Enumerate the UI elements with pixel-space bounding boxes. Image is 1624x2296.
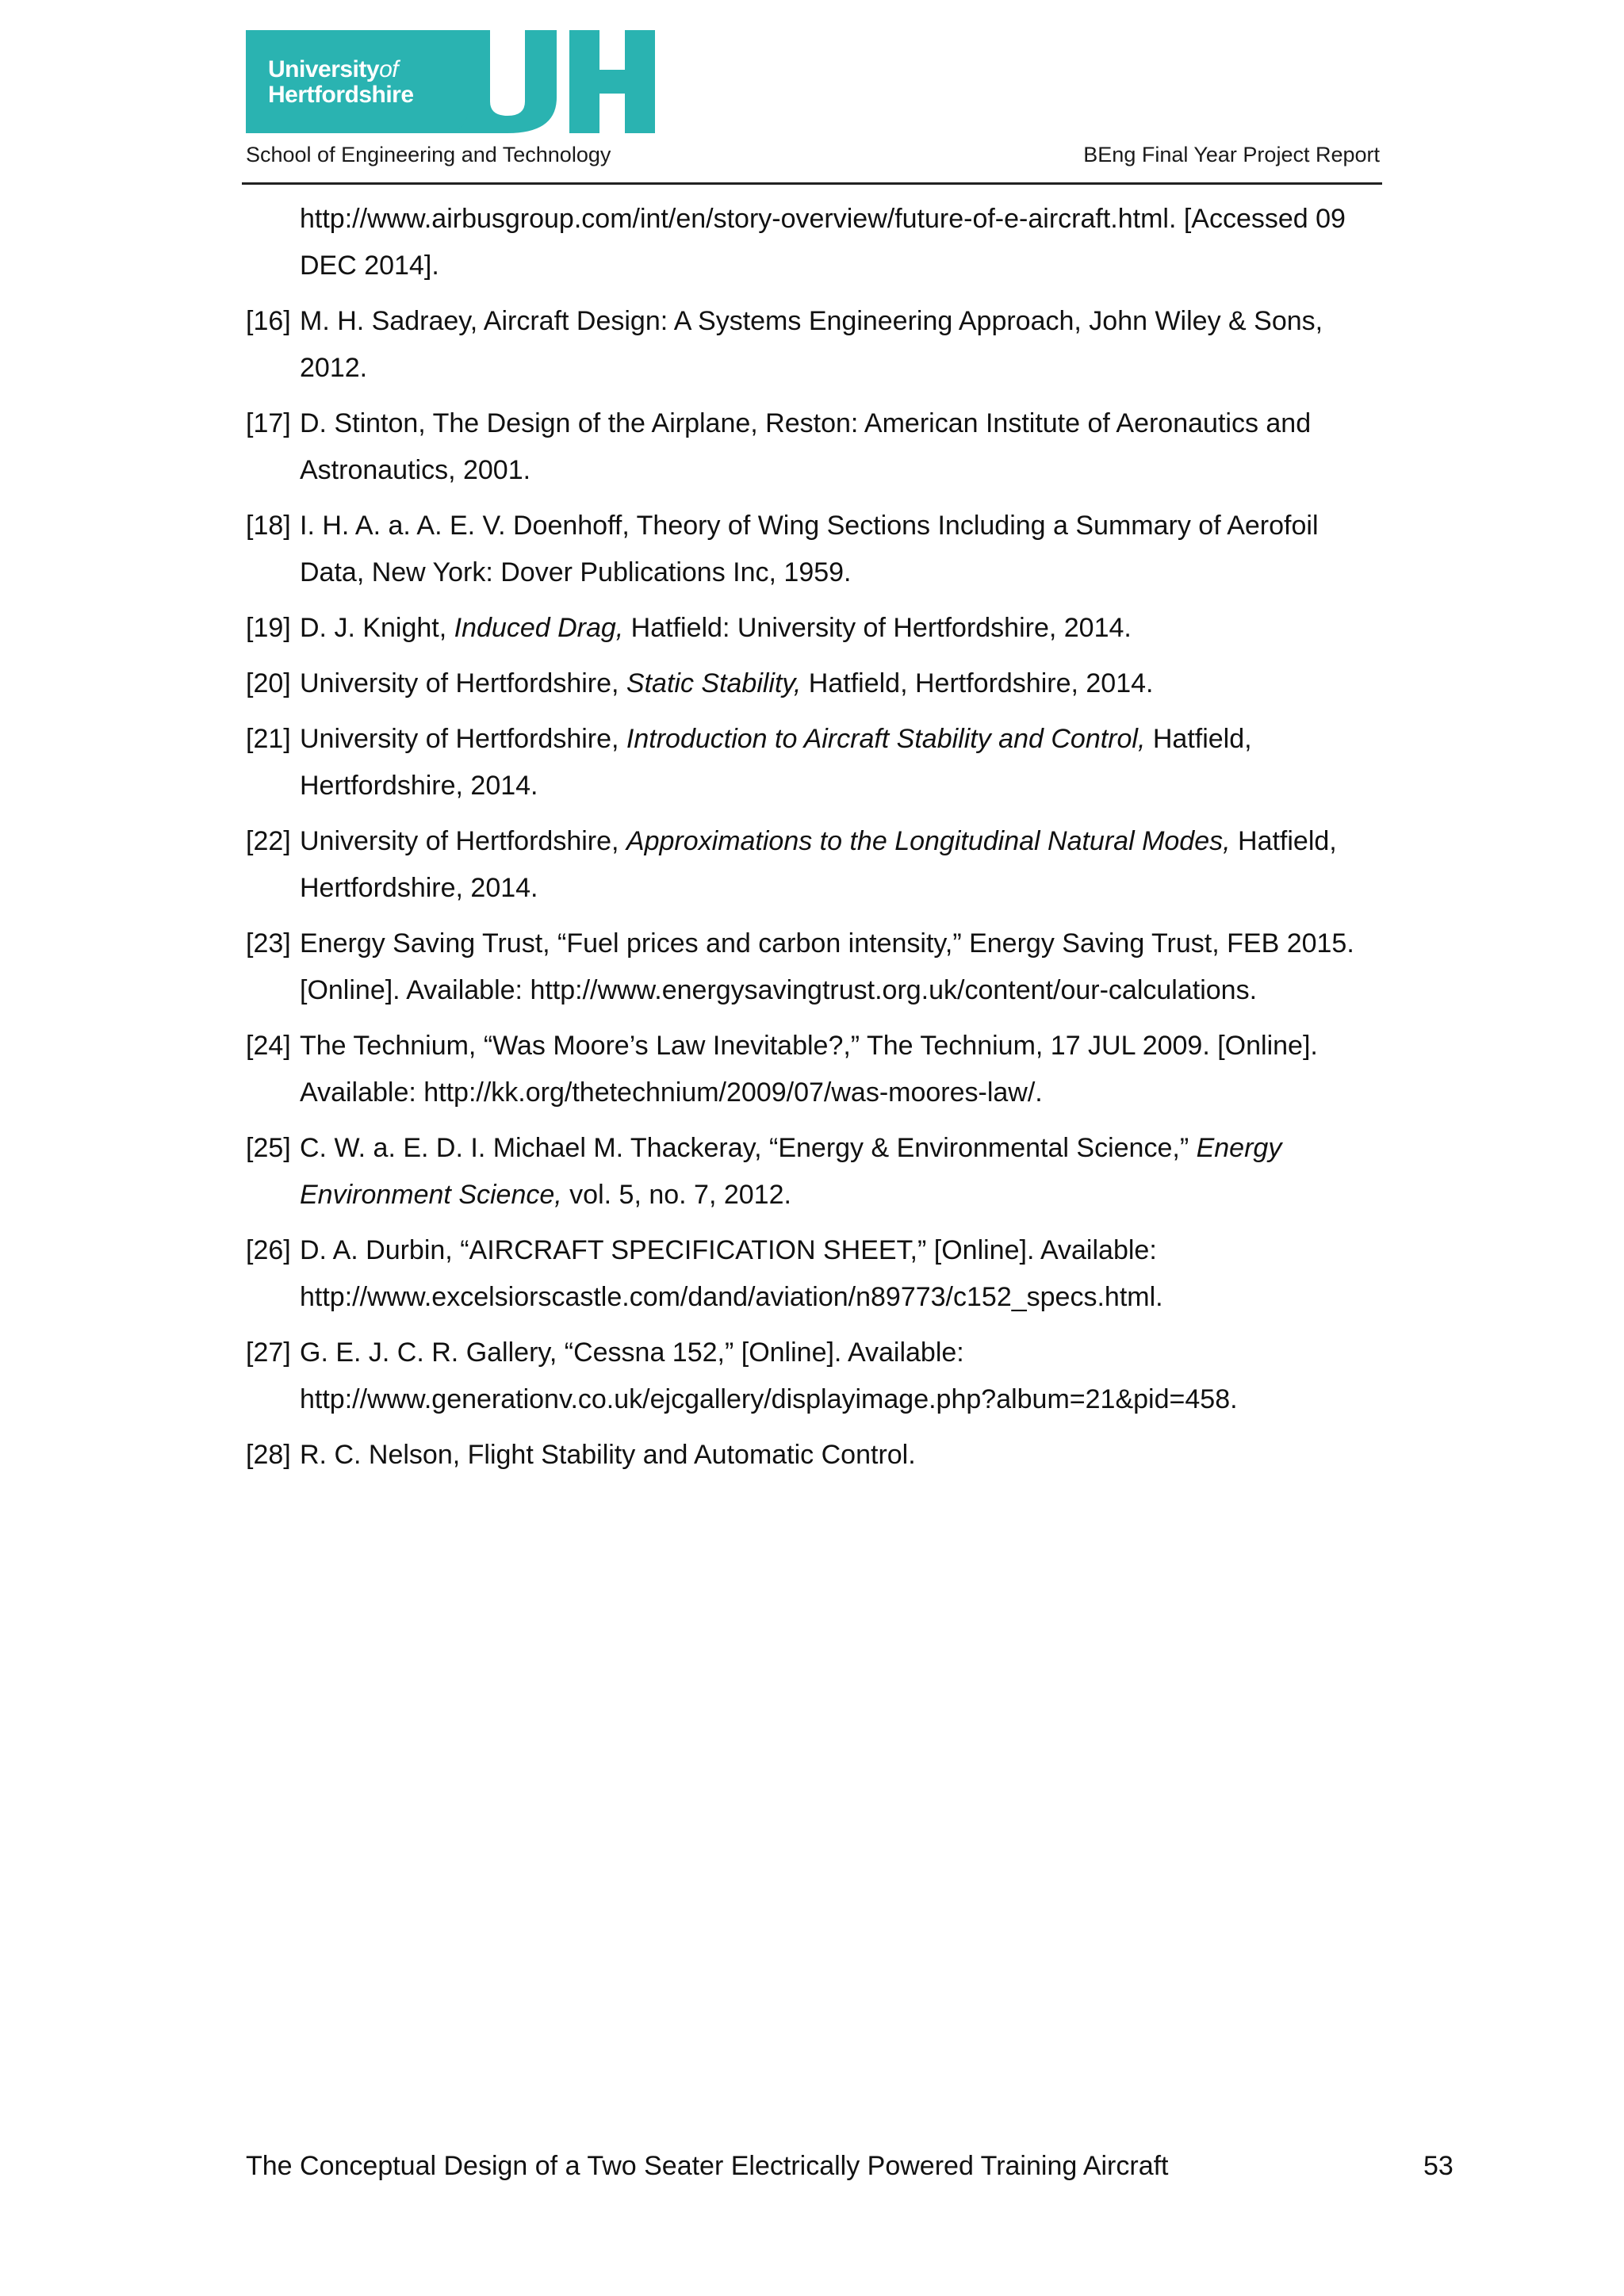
reference-text-part: University of Hertfordshire,	[300, 724, 626, 754]
reference-entry	[246, 660, 1388, 707]
reference-entry	[246, 605, 1388, 652]
reference-entry	[246, 1330, 1388, 1423]
reference-text-part: Hatfield: University of Hertfordshire, 2014.	[623, 613, 1132, 643]
reference-number: [25]	[246, 1133, 291, 1163]
reference-title-italic: Energy Environment Science,	[300, 1133, 1282, 1210]
reference-text-part: University of Hertfordshire,	[300, 826, 626, 856]
reference-number: [18]	[246, 511, 291, 541]
reference-text	[300, 1031, 1318, 1108]
reference-entry	[246, 298, 1388, 392]
logo-line1-prefix: University	[268, 56, 380, 82]
logo-line1-suffix: of	[379, 56, 399, 82]
reference-number: [23]	[246, 928, 291, 959]
reference-number: [16]	[246, 306, 291, 336]
reference-number: [20]	[246, 668, 291, 698]
reference-text	[300, 408, 1311, 485]
reference-text-part: D. J. Knight,	[300, 613, 454, 643]
university-logo	[246, 30, 658, 133]
header-report-type: BEng Final Year Project Report	[1083, 143, 1380, 166]
reference-text-part: Hatfield, Hertfordshire, 2014.	[300, 826, 1337, 903]
reference-text	[300, 1337, 1238, 1414]
reference-text	[300, 204, 1346, 281]
uh-monogram	[246, 30, 658, 133]
reference-text-part: vol. 5, no. 7, 2012.	[561, 1180, 791, 1210]
reference-title-italic: Introduction to Aircraft Stability and Control,	[626, 724, 1146, 754]
reference-text-part: R. C. Nelson, Flight Stability and Automatic Control.	[300, 1440, 916, 1470]
reference-text-part: Hatfield, Hertfordshire, 2014.	[300, 724, 1252, 801]
reference-text-part: I. H. A. a. A. E. V. Doenhoff, Theory of Wing Sections Including a Summary of Aerofoil Data, New York: Dover Publications Inc, 1959.	[300, 511, 1319, 587]
reference-text-part: University of Hertfordshire,	[300, 668, 626, 698]
reference-number: [17]	[246, 408, 291, 438]
reference-entry	[246, 818, 1388, 912]
reference-number: [19]	[246, 613, 291, 643]
reference-entry	[246, 1125, 1388, 1219]
reference-entry	[246, 1432, 1388, 1479]
reference-entry	[246, 503, 1388, 596]
reference-text-part: M. H. Sadraey, Aircraft Design: A Systems Engineering Approach, John Wiley & Sons, 2012.	[300, 306, 1323, 383]
reference-text	[300, 613, 1132, 643]
reference-number: [24]	[246, 1031, 291, 1061]
reference-text	[300, 1133, 1281, 1210]
reference-entry	[246, 1023, 1388, 1116]
reference-text	[300, 826, 1337, 903]
reference-entry	[246, 400, 1388, 494]
reference-title-italic: Static Stability,	[626, 668, 802, 698]
reference-title-italic: Induced Drag,	[454, 613, 624, 643]
reference-text-part: Energy Saving Trust, “Fuel prices and carbon intensity,” Energy Saving Trust, FEB 2015. [Online]. Available: http://www.energysavingtrust.org.uk/content/our-calculations.	[300, 928, 1354, 1005]
reference-text	[300, 928, 1354, 1005]
reference-text-part: C. W. a. E. D. I. Michael M. Thackeray, “Energy & Environmental Science,”	[300, 1133, 1197, 1163]
reference-text-part: D. A. Durbin, “AIRCRAFT SPECIFICATION SHEET,” [Online]. Available: http://www.excelsiorscastle.com/dand/aviation/n89773/c152_specs.html.	[300, 1235, 1163, 1312]
reference-text-part: http://www.airbusgroup.com/int/en/story-overview/future-of-e-aircraft.html. [Accessed 09 DEC 2014].	[300, 204, 1346, 281]
reference-text-part: Hatfield, Hertfordshire, 2014.	[801, 668, 1154, 698]
reference-title-italic: Approximations to the Longitudinal Natural Modes,	[626, 826, 1231, 856]
page-number: 53	[1423, 2151, 1454, 2181]
reference-text	[300, 668, 1153, 698]
header-school: School of Engineering and Technology	[246, 143, 611, 166]
reference-text	[300, 724, 1252, 801]
reference-number: [22]	[246, 826, 291, 856]
footer-title: The Conceptual Design of a Two Seater Electrically Powered Training Aircraft	[246, 2151, 1169, 2181]
reference-text	[300, 1235, 1163, 1312]
reference-text	[300, 1440, 916, 1470]
reference-text-part: D. Stinton, The Design of the Airplane, Reston: American Institute of Aeronautics and Astronautics, 2001.	[300, 408, 1312, 485]
logo-line2: Hertfordshire	[268, 82, 414, 108]
reference-list	[246, 196, 1388, 1487]
reference-number: [21]	[246, 724, 291, 754]
reference-entry	[246, 920, 1388, 1014]
reference-entry	[246, 196, 1388, 289]
reference-text	[300, 511, 1319, 587]
reference-text-part: G. E. J. C. R. Gallery, “Cessna 152,” [Online]. Available: http://www.generationv.co.uk/ejcgallery/displayimage.php?album=21&pid=458.	[300, 1337, 1238, 1414]
reference-entry	[246, 716, 1388, 809]
reference-number: [28]	[246, 1440, 291, 1470]
reference-number: [27]	[246, 1337, 291, 1368]
reference-text-part: The Technium, “Was Moore’s Law Inevitable?,” The Technium, 17 JUL 2009. [Online]. Available: http://kk.org/thetechnium/2009/07/was-moores-law/.	[300, 1031, 1318, 1108]
header-divider	[242, 182, 1382, 185]
reference-text	[300, 306, 1323, 383]
reference-number: [26]	[246, 1235, 291, 1265]
reference-entry	[246, 1227, 1388, 1321]
